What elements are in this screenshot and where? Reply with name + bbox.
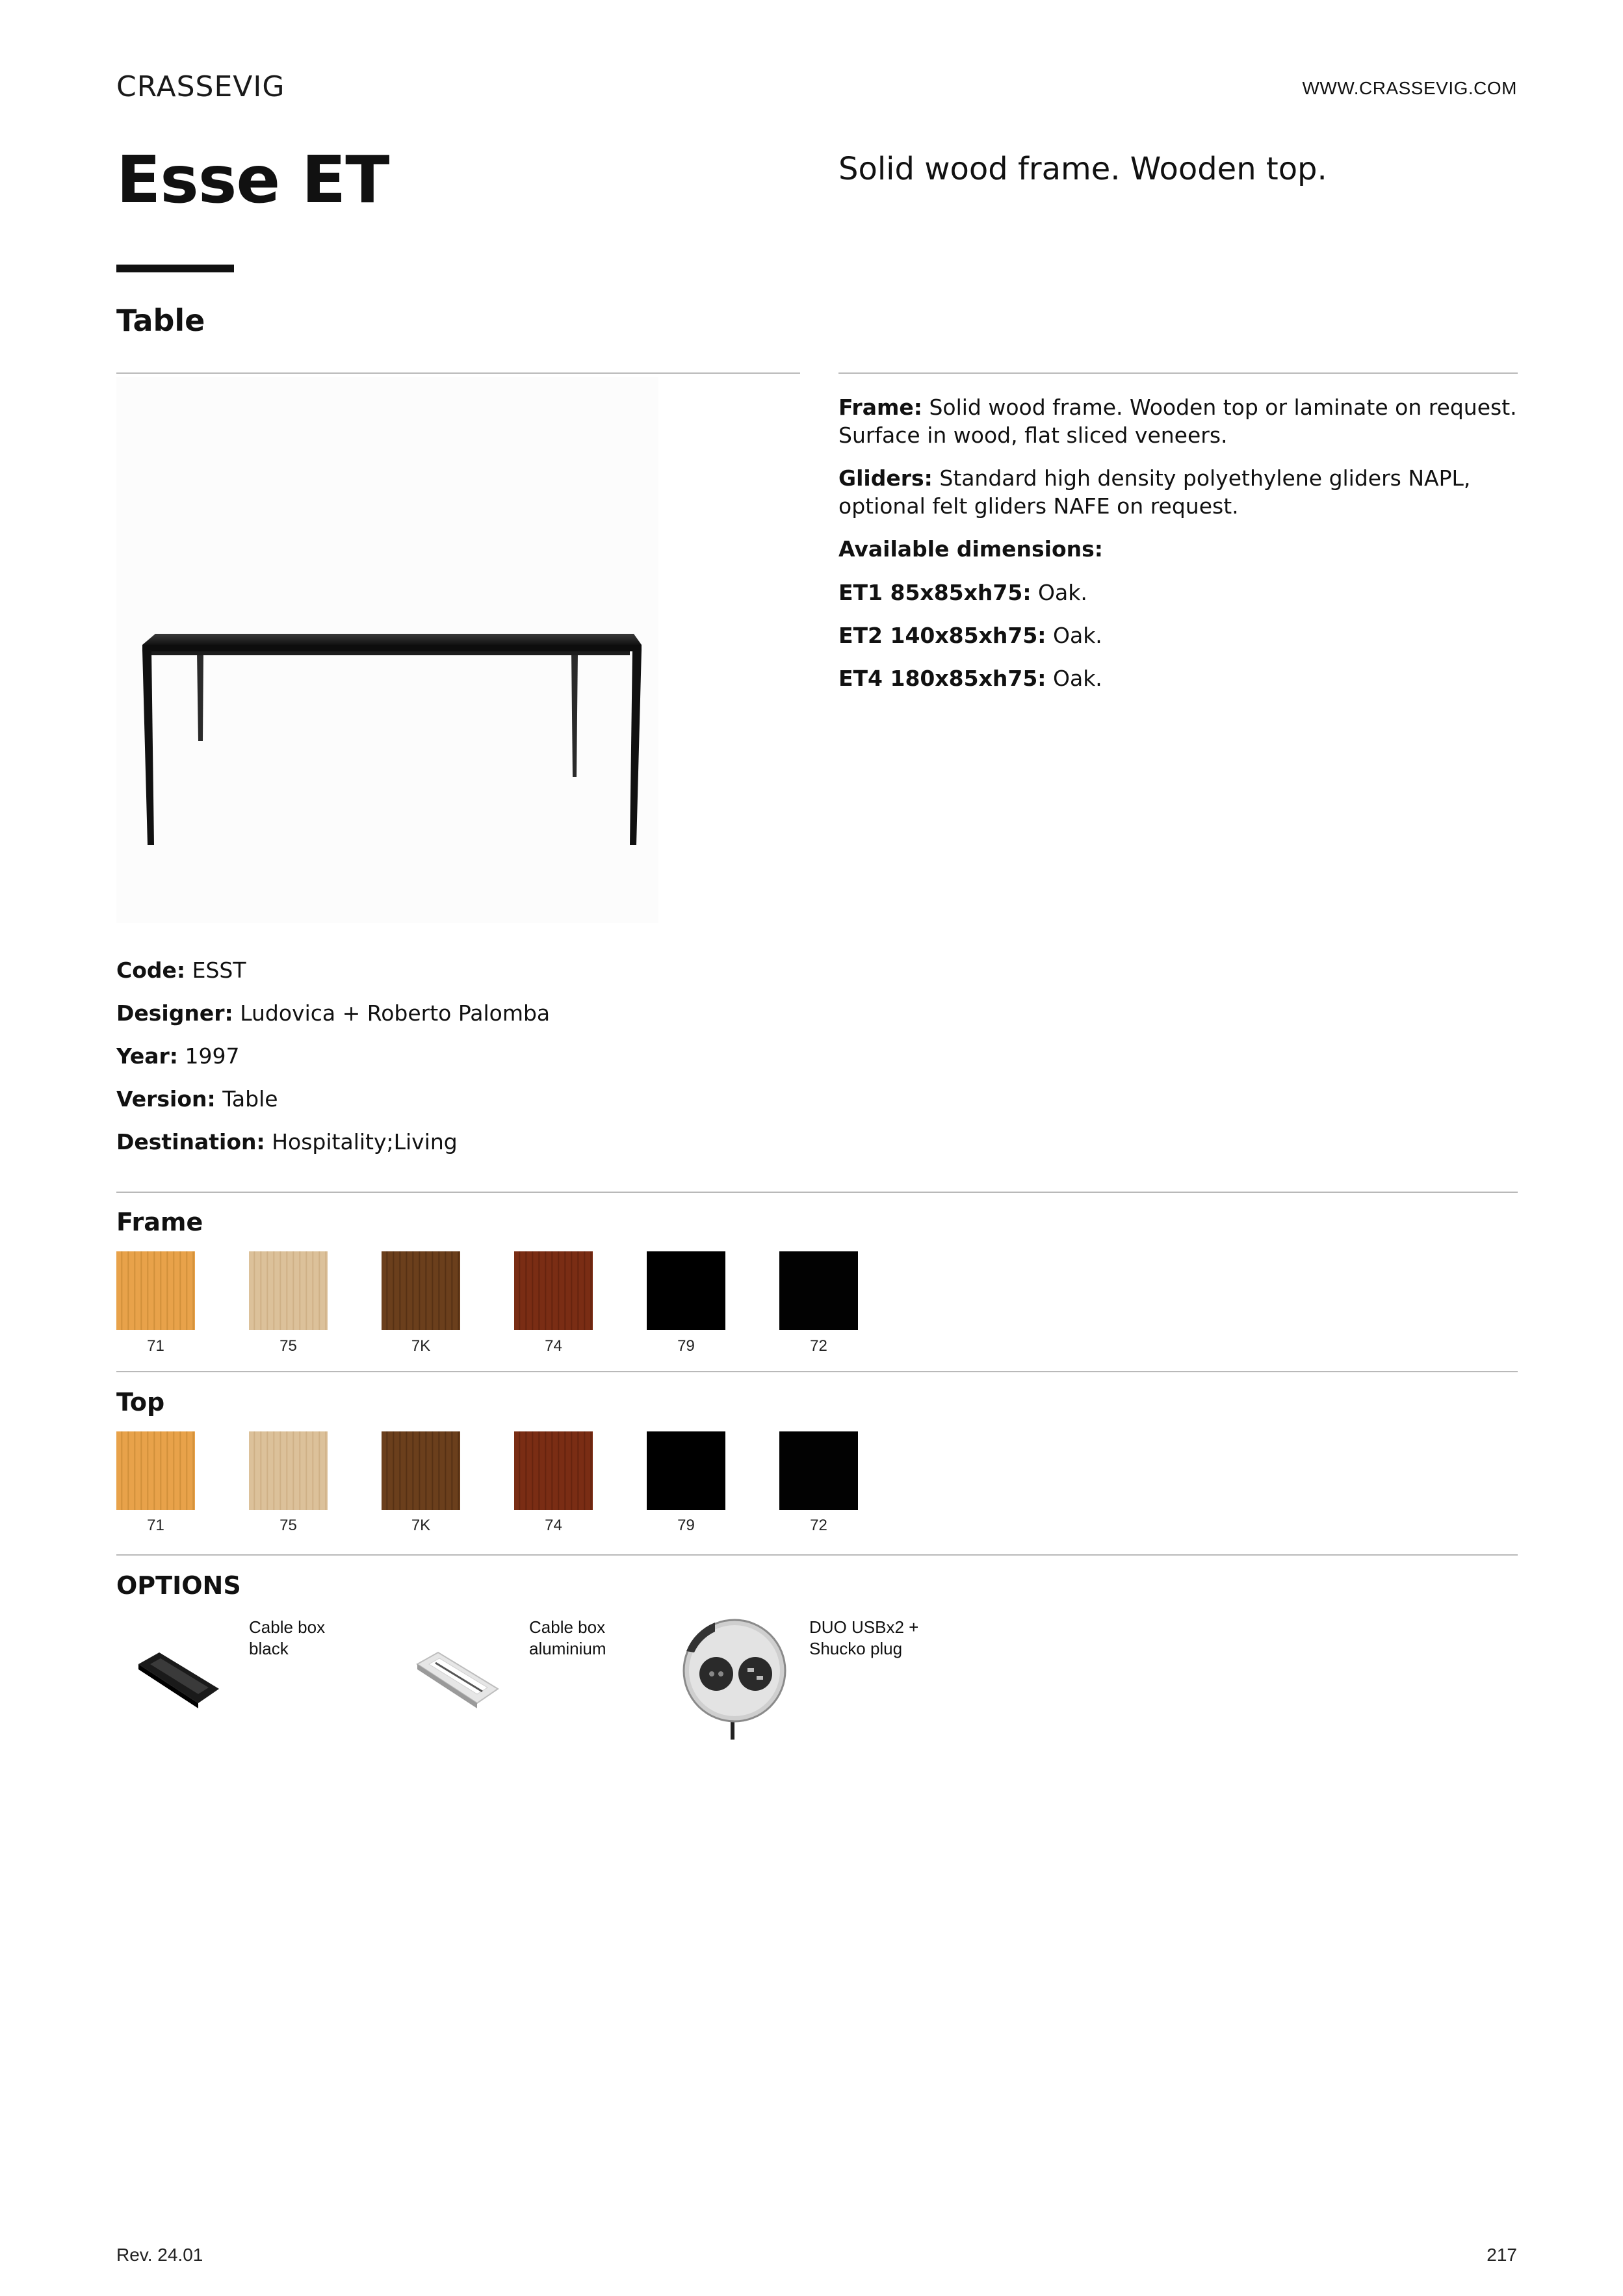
- finish-swatch[interactable]: [779, 1251, 858, 1330]
- finish-swatch[interactable]: [382, 1431, 460, 1510]
- meta-code-value: ESST: [192, 958, 246, 983]
- website-link[interactable]: WWW.CRASSEVIG.COM: [1302, 78, 1517, 98]
- finish-code-label: 72: [810, 1517, 827, 1534]
- finish-code-label: 79: [677, 1517, 695, 1534]
- frame-finishes-title: Frame: [116, 1208, 203, 1236]
- meta-destination-value: Hospitality;Living: [272, 1129, 458, 1155]
- finish-swatch[interactable]: [249, 1431, 328, 1510]
- finish-code-label: 79: [677, 1337, 695, 1355]
- spec-gliders-label: Gliders:: [838, 465, 933, 491]
- finish-code-label: 75: [279, 1517, 297, 1534]
- finish-code-label: 71: [147, 1337, 164, 1355]
- divider: [838, 372, 1518, 374]
- meta-destination: [116, 1128, 458, 1156]
- dimension-code: ET2 140x85xh75:: [838, 623, 1046, 648]
- options-title: OPTIONS: [116, 1571, 241, 1600]
- finish-code-label: 7K: [411, 1337, 431, 1355]
- spec-dimensions-heading: [838, 535, 1521, 563]
- revision-label: Rev. 24.01: [116, 2245, 203, 2265]
- dimension-row: [838, 621, 1521, 649]
- dimension-code: ET4 180x85xh75:: [838, 666, 1046, 691]
- spec-frame: [838, 393, 1521, 449]
- dimension-finish: Oak.: [1038, 580, 1087, 605]
- finish-code-label: 74: [545, 1517, 562, 1534]
- dimension-row: [838, 664, 1521, 692]
- title-underline: [116, 265, 234, 272]
- divider: [116, 372, 800, 374]
- finish-code-label: 72: [810, 1337, 827, 1355]
- finish-swatch[interactable]: [382, 1251, 460, 1330]
- product-category: Table: [116, 303, 205, 338]
- finish-swatch[interactable]: [116, 1251, 195, 1330]
- meta-designer: [116, 999, 550, 1027]
- duo-usb-plug-icon: [676, 1612, 793, 1742]
- finish-swatch[interactable]: [249, 1251, 328, 1330]
- meta-year: [116, 1042, 239, 1070]
- meta-designer-label: Designer:: [116, 1000, 233, 1026]
- product-image: [116, 377, 658, 923]
- finish-code-label: 74: [545, 1337, 562, 1355]
- meta-code: [116, 956, 246, 984]
- finish-code-label: 71: [147, 1517, 164, 1534]
- finish-code-label: 7K: [411, 1517, 431, 1534]
- dimension-row: [838, 579, 1521, 607]
- spec-gliders: [838, 464, 1521, 520]
- dimension-code: ET1 85x85xh75:: [838, 580, 1032, 605]
- page-number: 217: [1487, 2245, 1517, 2265]
- product-tagline: Solid wood frame. Wooden top.: [838, 151, 1327, 187]
- finish-swatch[interactable]: [647, 1251, 725, 1330]
- spec-frame-text: Solid wood frame. Wooden top or laminate on request. Surface in wood, flat sliced veneers.: [838, 395, 1517, 448]
- finish-swatch[interactable]: [514, 1431, 593, 1510]
- meta-year-value: 1997: [185, 1043, 240, 1069]
- finish-swatch[interactable]: [116, 1431, 195, 1510]
- spec-gliders-text: Standard high density polyethylene gliders NAPL, optional felt gliders NAFE on request.: [838, 465, 1471, 519]
- dimension-finish: Oak.: [1053, 666, 1102, 691]
- divider: [116, 1371, 1518, 1372]
- option-label: Cable box black: [249, 1617, 326, 1658]
- meta-version-value: Table: [222, 1086, 278, 1112]
- dimension-finish: Oak.: [1053, 623, 1102, 648]
- option-label: Cable box aluminium: [529, 1617, 606, 1658]
- meta-year-label: Year:: [116, 1043, 178, 1069]
- cable-box-aluminium-icon: [412, 1638, 503, 1716]
- dimensions-label: Available dimensions:: [838, 536, 1103, 562]
- meta-version: [116, 1085, 278, 1113]
- option-label: DUO USBx2 + Shucko plug: [809, 1617, 919, 1658]
- cable-box-black-icon: [133, 1638, 224, 1716]
- meta-version-label: Version:: [116, 1086, 216, 1112]
- finish-code-label: 75: [279, 1337, 297, 1355]
- finish-swatch[interactable]: [779, 1431, 858, 1510]
- finish-swatch[interactable]: [514, 1251, 593, 1330]
- finish-swatch[interactable]: [647, 1431, 725, 1510]
- top-finishes-title: Top: [116, 1388, 165, 1416]
- spec-frame-label: Frame:: [838, 395, 922, 420]
- brand-logo: CRASSEVIG: [116, 70, 285, 103]
- meta-destination-label: Destination:: [116, 1129, 265, 1155]
- meta-designer-value: Ludovica + Roberto Palomba: [240, 1000, 551, 1026]
- divider: [116, 1192, 1518, 1193]
- divider: [116, 1554, 1518, 1556]
- table-illustration: [116, 377, 658, 923]
- meta-code-label: Code:: [116, 958, 186, 983]
- product-title: Esse ET: [116, 142, 389, 218]
